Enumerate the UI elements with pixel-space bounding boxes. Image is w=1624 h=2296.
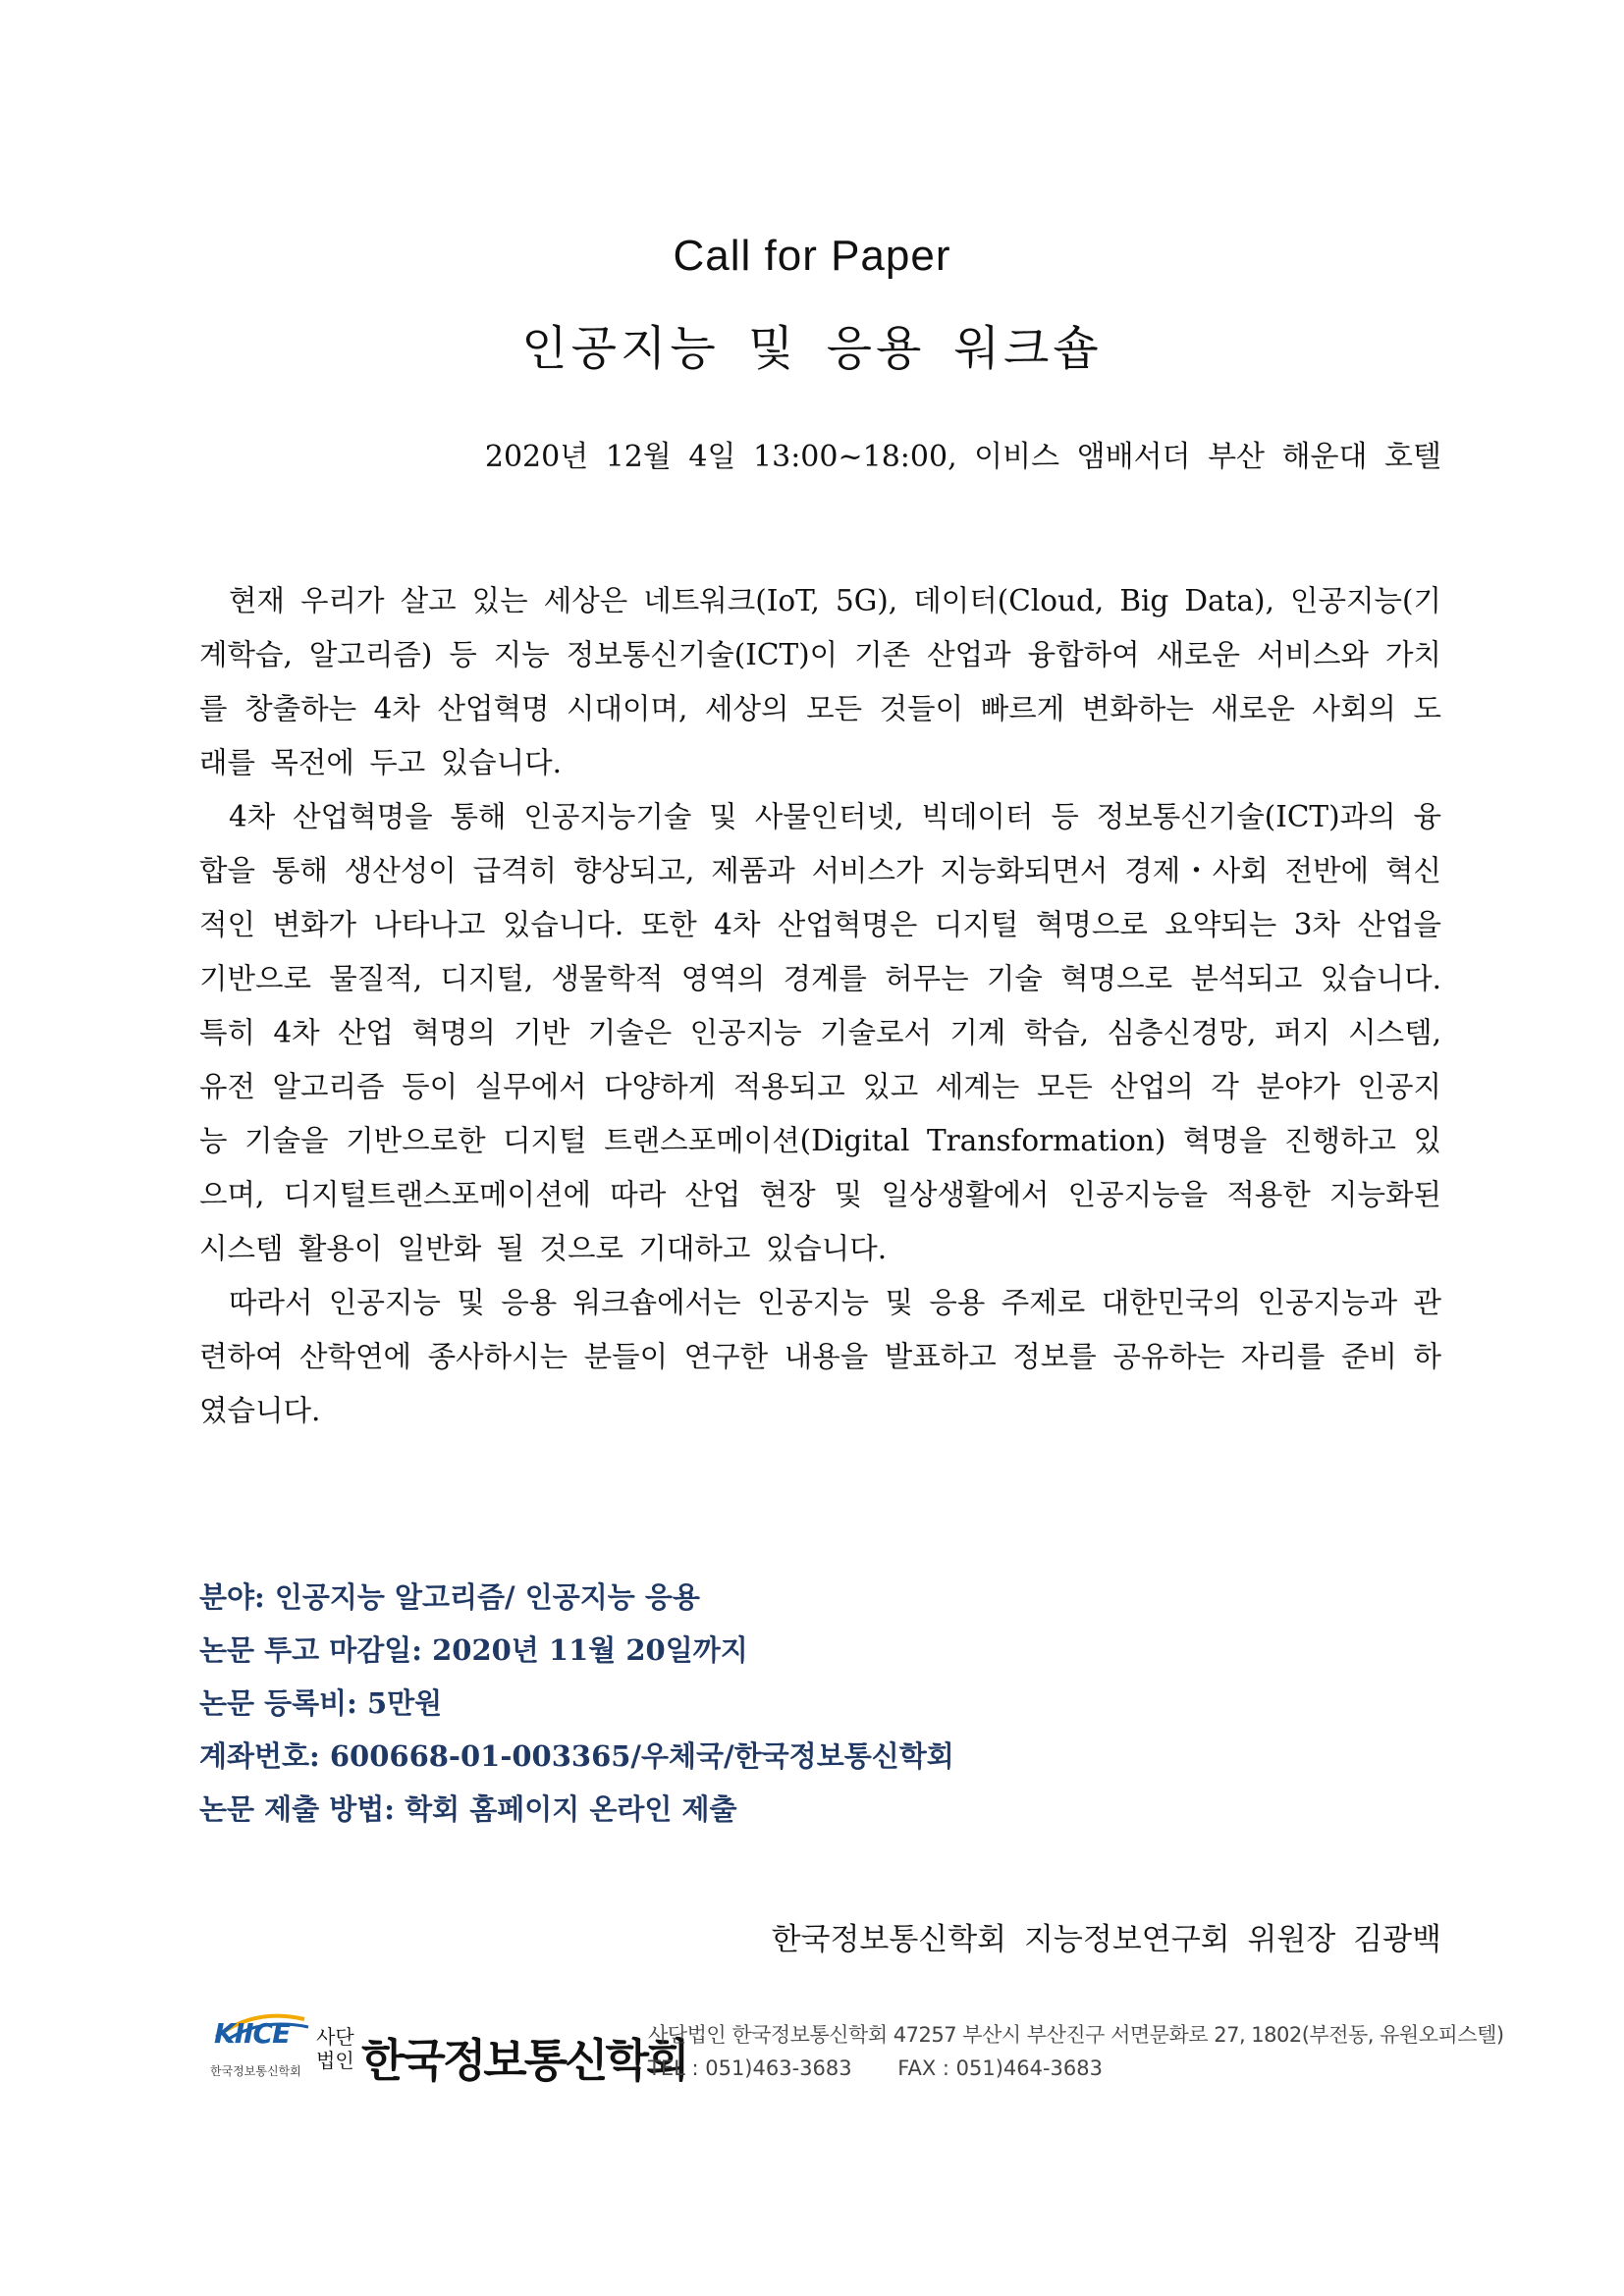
paragraph-2: 4차 산업혁명을 통해 인공지능기술 및 사물인터넷, 빅데이터 등 정보통신기술(ICT)과의 융합을 통해 생산성이 급격히 향상되고, 제품과 서비스가 지능화되면서 경제・사회 전반에 혁신적인 변화가 나타나고 있습니다. 또한 4차 산업혁명은 디지털 혁명으로 요약되는 3차 산업을 기반으로 물질적, 디지털, 생물학적 영역의 경계를 허무는 기술 혁명으로 분석되고 있습니다. 특히 4차 산업 혁명의 기반 기술은 인공지능 기술로서 기계 학습, 심층신경망, 퍼지 시스템, 유전 알고리즘 등이 실무에서 다양하게 적용되고 있고 세계는 모든 산업의 각 분야가 인공지능 기술을 기반으로한 디지털 트랜스포메이션(Digital Transformation) 혁명을 진행하고 있으며, 디지털트랜스포메이션에 따라 산업 현장 및 일상생활에서 인공지능을 적용한 지능화된 시스템 활용이 일반화 될 것으로 기대하고 있습니다. (199, 800, 1441, 1265)
logo-society-name: 한국정보통신학회 (361, 2034, 687, 2087)
footer (206, 2007, 1504, 2106)
kiice-logo (206, 2007, 324, 2096)
submission-info (199, 1571, 1279, 1836)
paragraph-3: 따라서 인공지능 및 응용 워크숍에서는 인공지능 및 응용 주제로 대한민국의 인공지능과 관련하여 산학연에 종사하시는 분들이 연구한 내용을 발표하고 정보를 공유하는 자리를 준비 하였습니다. (199, 1286, 1441, 1427)
info-submission-method: 논문 제출 방법: 학회 홈페이지 온라인 제출 (199, 1792, 737, 1826)
info-fee: 논문 등록비: 5만원 (199, 1686, 443, 1720)
info-account: 계좌번호: 600668-01-003365/우체국/한국정보통신학회 (199, 1739, 954, 1773)
paragraph-1: 현재 우리가 살고 있는 세상은 네트워크(IoT, 5G), 데이터(Cloud, Big Data), 인공지능(기계학습, 알고리즘) 등 지능 정보통신기술(ICT)이 기존 산업과 융합하여 새로운 서비스와 가치를 창출하는 4차 산업혁명 시대이며, 세상의 모든 것들이 빠르게 변화하는 새로운 사회의 도래를 목전에 두고 있습니다. (199, 584, 1441, 779)
body-text (199, 574, 1441, 1438)
info-field: 분야: 인공지능 알고리즘/ 인공지능 응용 (199, 1580, 700, 1614)
signature: 한국정보통신학회 지능정보연구회 위원장 김광백 (771, 1922, 1441, 1957)
title-english: Call for Paper (673, 232, 951, 280)
info-deadline: 논문 투고 마감일: 2020년 11월 20일까지 (199, 1633, 748, 1667)
logo-corp-label: 사단법인 (316, 2025, 354, 2072)
footer-tel: TEL : 051)463-3683 (648, 2056, 852, 2080)
event-date-location: 2020년 12월 4일 13:00~18:00, 이비스 앰배서더 부산 해운대 호텔 (484, 440, 1441, 474)
logo-sub: 한국정보통신학회 (210, 2064, 301, 2078)
title-korean: 인공지능 및 응용 워크숍 (521, 321, 1103, 376)
footer-fax: FAX : 051)464-3683 (897, 2056, 1104, 2080)
logo-abbr: KIICE (214, 2017, 291, 2050)
footer-contact (648, 2056, 1142, 2080)
footer-address: 사단법인 한국정보통신학회 47257 부산시 부산진구 서면문화로 27, 1802(부전동, 유원오피스텔) (648, 2023, 1504, 2047)
